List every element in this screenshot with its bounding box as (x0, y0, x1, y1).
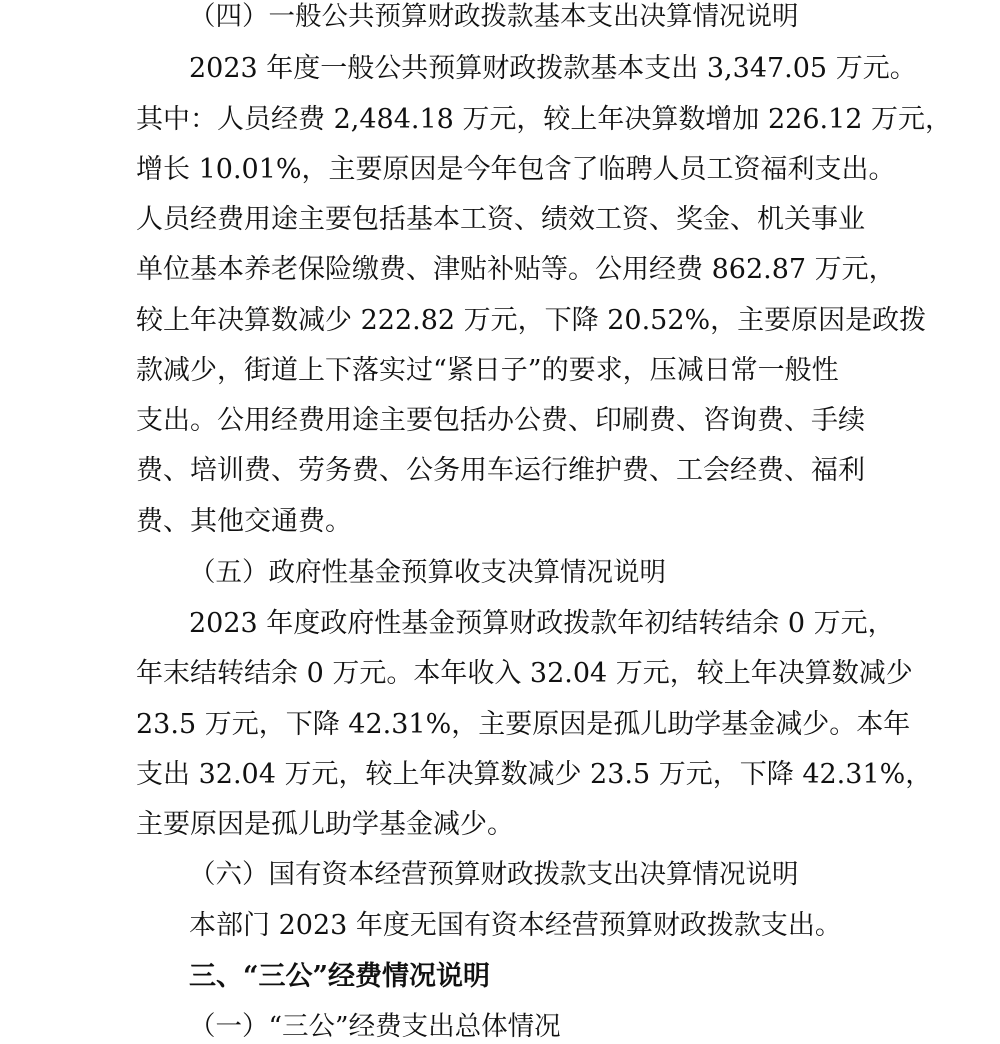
section-4-line-5: 单位基本养老保险缴费、津贴补贴等。公用经费 862.87 万元， (136, 254, 896, 285)
part-3-heading: 三、“三公”经费情况说明 (189, 961, 491, 992)
section-4-line-1: 2023 年度一般公共预算财政拨款基本支出 3,347.05 万元。 (189, 53, 917, 84)
section-5-line-4: 支出 32.04 万元，较上年决算数减少 23.5 万元，下降 42.31%， (136, 759, 933, 790)
section-4-heading: （四）一般公共预算财政拨款基本支出决算情况说明 (189, 1, 799, 32)
section-4-line-10: 费、其他交通费。 (136, 506, 352, 537)
section-4-line-9: 费、培训费、劳务费、公务用车运行维护费、工会经费、福利 (136, 455, 865, 486)
section-5-heading: （五）政府性基金预算收支决算情况说明 (189, 557, 666, 588)
section-6-heading: （六）国有资本经营预算财政拨款支出决算情况说明 (189, 859, 799, 890)
section-4-line-8: 支出。公用经费用途主要包括办公费、印刷费、咨询费、手续 (136, 405, 865, 436)
section-5-line-3: 23.5 万元，下降 42.31%，主要原因是孤儿助学基金减少。本年 (136, 709, 911, 740)
part-3-sub-1-heading: （一）“三公”经费支出总体情况 (189, 1011, 561, 1042)
section-6-line-1: 本部门 2023 年度无国有资本经营预算财政拨款支出。 (189, 910, 842, 941)
section-4-line-2: 其中：人员经费 2,484.18 万元，较上年决算数增加 226.12 万元， (136, 104, 953, 135)
section-4-line-4: 人员经费用途主要包括基本工资、绩效工资、奖金、机关事业 (136, 204, 865, 235)
section-4-line-7: 款减少，街道上下落实过“紧日子”的要求，压减日常一般性 (136, 355, 839, 386)
section-5-line-5: 主要原因是孤儿助学基金减少。 (136, 809, 514, 840)
section-5-line-2: 年末结转结余 0 万元。本年收入 32.04 万元，较上年决算数减少 (136, 658, 913, 689)
section-5-line-1: 2023 年度政府性基金预算财政拨款年初结转结余 0 万元， (189, 608, 895, 639)
section-4-line-3: 增长 10.01%，主要原因是今年包含了临聘人员工资福利支出。 (136, 154, 896, 185)
section-4-line-6: 较上年决算数减少 222.82 万元，下降 20.52%，主要原因是政拨 (136, 305, 927, 336)
